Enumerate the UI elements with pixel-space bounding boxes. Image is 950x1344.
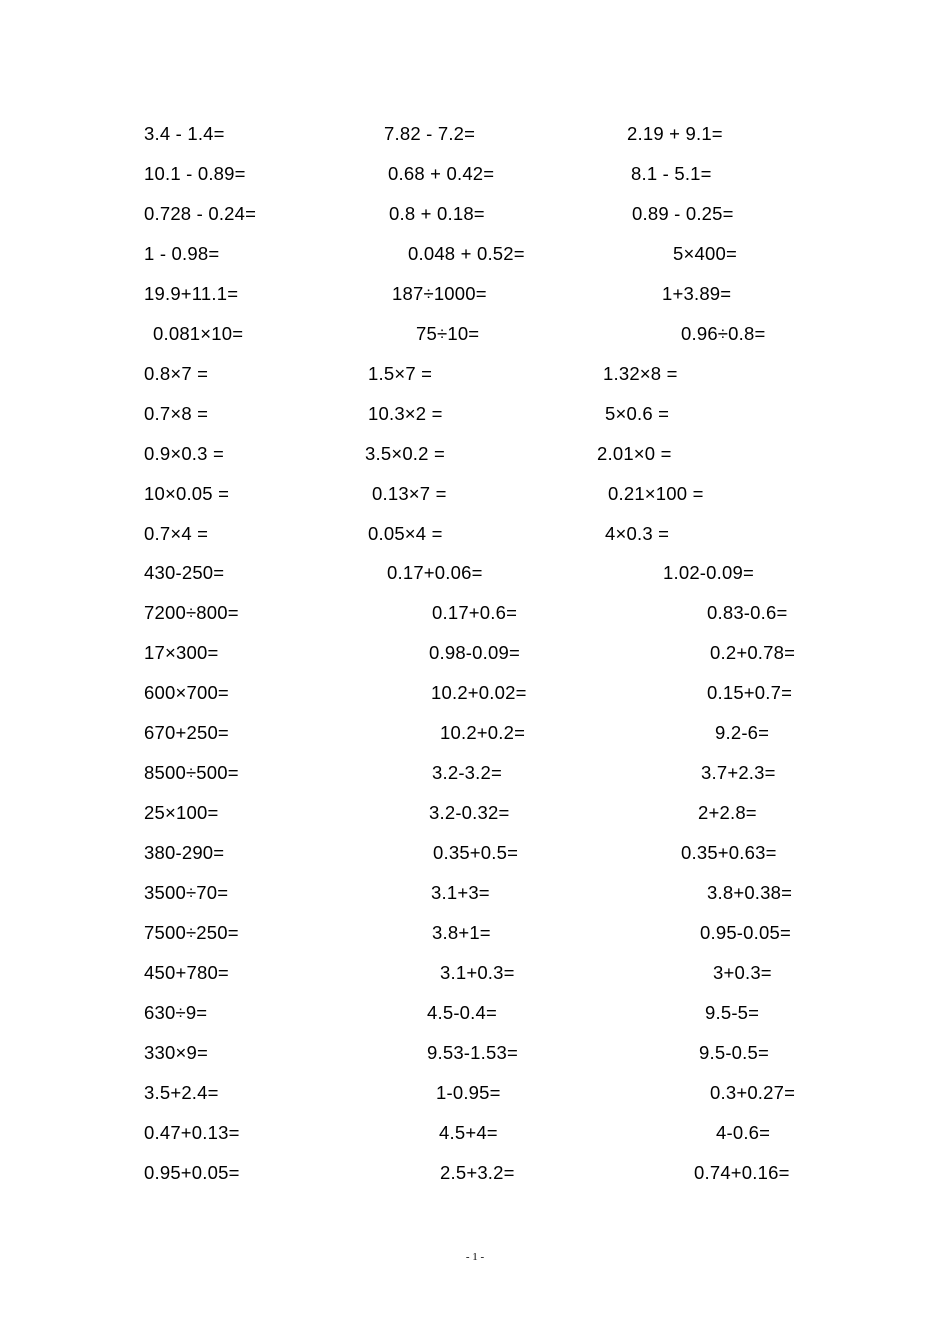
arithmetic-problem: 4-0.6= [716, 1121, 771, 1143]
arithmetic-problem: 1.02-0.09= [663, 562, 754, 584]
arithmetic-problem: 1+3.89= [662, 282, 732, 304]
arithmetic-problem: 10×0.05 = [144, 482, 230, 504]
page-number: - 1 - [465, 1251, 485, 1263]
arithmetic-problem: 4.5-0.4= [427, 1001, 497, 1023]
arithmetic-problem: 10.3×2 = [368, 402, 443, 424]
arithmetic-problem: 670+250= [144, 722, 229, 744]
arithmetic-problem: 0.21×100 = [608, 482, 704, 504]
arithmetic-problem: 0.68 + 0.42= [388, 162, 495, 184]
arithmetic-problem: 3.7+2.3= [701, 762, 776, 784]
arithmetic-problem: 9.5-5= [705, 1001, 760, 1023]
arithmetic-problem: 4×0.3 = [605, 522, 670, 544]
arithmetic-problem: 0.9×0.3 = [144, 442, 224, 464]
arithmetic-problem: 0.83-0.6= [707, 602, 788, 624]
arithmetic-problem: 0.96÷0.8= [681, 322, 766, 344]
arithmetic-problem: 600×700= [144, 682, 229, 704]
arithmetic-problem: 10.1 - 0.89= [144, 162, 246, 184]
arithmetic-problem: 8.1 - 5.1= [631, 162, 712, 184]
arithmetic-problem: 3.2-0.32= [429, 802, 510, 824]
arithmetic-problem: 0.05×4 = [368, 522, 443, 544]
arithmetic-problem: 430-250= [144, 562, 225, 584]
arithmetic-problem: 7200÷800= [144, 602, 239, 624]
arithmetic-problem: 1 - 0.98= [144, 242, 220, 264]
arithmetic-problem: 5×0.6 = [605, 402, 670, 424]
arithmetic-problem: 380-290= [144, 842, 225, 864]
arithmetic-problem: 2.19 + 9.1= [627, 123, 723, 144]
arithmetic-problem: 3.5×0.2 = [365, 442, 445, 464]
arithmetic-problem: 9.5-0.5= [699, 1041, 769, 1063]
arithmetic-problem: 3.8+1= [432, 922, 491, 943]
arithmetic-problem: 0.3+0.27= [710, 1081, 796, 1103]
arithmetic-problem: 0.95-0.05= [700, 922, 791, 943]
arithmetic-problem: 0.47+0.13= [144, 1121, 240, 1143]
arithmetic-problem: 0.7×8 = [144, 402, 209, 424]
arithmetic-problem: 3.8+0.38= [707, 882, 793, 904]
arithmetic-problem: 0.048 + 0.52= [408, 242, 525, 264]
arithmetic-problem: 8500÷500= [144, 762, 239, 784]
arithmetic-problem: 3500÷70= [144, 882, 229, 904]
arithmetic-problem: 0.8×7 = [144, 362, 209, 384]
arithmetic-problem: 0.2+0.78= [710, 642, 796, 664]
arithmetic-problem: 0.17+0.06= [387, 562, 483, 584]
arithmetic-problem: 2+2.8= [698, 802, 757, 824]
arithmetic-problem: 1.5×7 = [368, 362, 433, 384]
arithmetic-problem: 0.081×10= [153, 322, 244, 344]
arithmetic-problem: 0.95+0.05= [144, 1161, 240, 1183]
arithmetic-problem: 0.8 + 0.18= [389, 202, 485, 224]
arithmetic-problem: 0.35+0.63= [681, 842, 777, 864]
arithmetic-problem: 3.5+2.4= [144, 1081, 219, 1103]
arithmetic-problem: 1-0.95= [436, 1081, 501, 1103]
arithmetic-problem: 0.13×7 = [372, 482, 447, 504]
arithmetic-problem: 3.1+3= [431, 882, 490, 904]
arithmetic-problem: 450+780= [144, 961, 229, 983]
arithmetic-problem: 0.728 - 0.24= [144, 202, 257, 224]
arithmetic-problem: 5×400= [673, 242, 737, 264]
arithmetic-problem: 10.2+0.02= [431, 682, 527, 704]
arithmetic-problem: 330×9= [144, 1041, 208, 1063]
arithmetic-problem: 0.17+0.6= [432, 602, 518, 624]
arithmetic-problem: 1.32×8 = [603, 362, 678, 384]
arithmetic-problem: 17×300= [144, 642, 219, 664]
arithmetic-problem: 630÷9= [144, 1001, 208, 1023]
arithmetic-problem: 3.1+0.3= [440, 961, 515, 983]
arithmetic-problem: 10.2+0.2= [440, 722, 526, 744]
arithmetic-problem: 9.53-1.53= [427, 1041, 518, 1063]
arithmetic-problem: 0.35+0.5= [433, 842, 519, 864]
arithmetic-problem: 3.4 - 1.4= [144, 123, 225, 144]
arithmetic-problem: 2.5+3.2= [440, 1161, 515, 1183]
arithmetic-problem: 9.2-6= [715, 722, 770, 744]
arithmetic-problem: 0.74+0.16= [694, 1161, 790, 1183]
arithmetic-problem: 3+0.3= [713, 961, 772, 983]
arithmetic-problem: 75÷10= [416, 322, 480, 344]
arithmetic-problem: 2.01×0 = [597, 442, 672, 464]
arithmetic-problem: 25×100= [144, 802, 219, 824]
arithmetic-problem: 0.15+0.7= [707, 682, 793, 704]
arithmetic-problem: 7.82 - 7.2= [384, 123, 476, 144]
arithmetic-problem: 19.9+11.1= [144, 282, 239, 304]
arithmetic-problem: 0.98-0.09= [429, 642, 520, 664]
arithmetic-problem: 0.7×4 = [144, 522, 209, 544]
arithmetic-problem: 0.89 - 0.25= [632, 202, 734, 224]
arithmetic-problem: 3.2-3.2= [432, 762, 502, 784]
arithmetic-problem: 4.5+4= [439, 1121, 498, 1143]
arithmetic-problem: 7500÷250= [144, 922, 239, 943]
arithmetic-problem: 187÷1000= [392, 282, 487, 304]
